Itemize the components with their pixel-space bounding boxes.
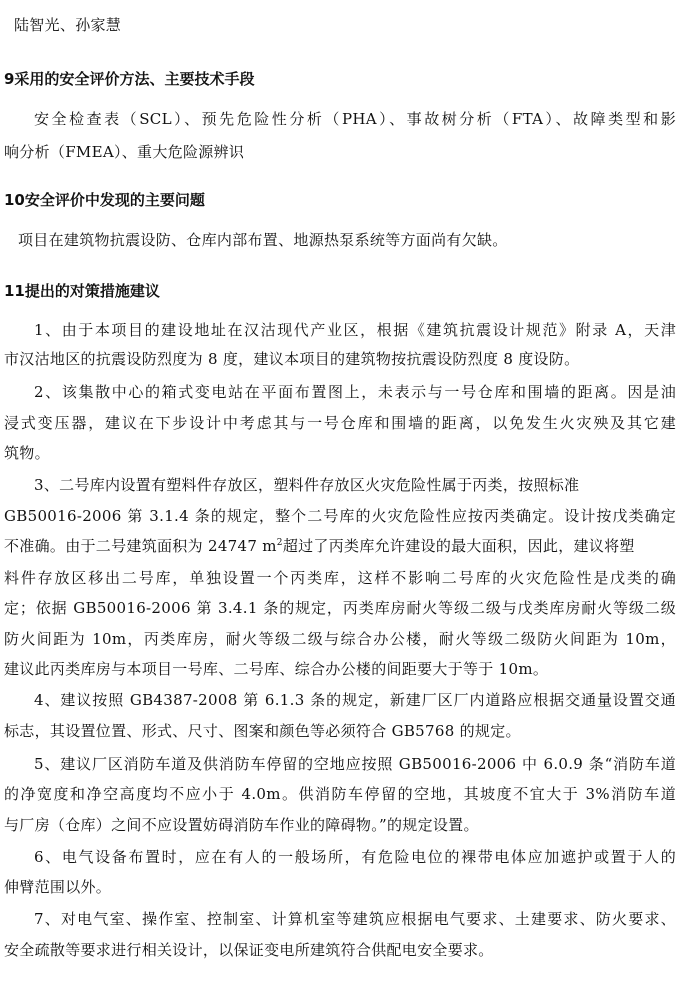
section-11-heading: 11提出的对策措施建议 [4,282,160,300]
s11-line-7: GB50016-2006 第 3.1.4 条的规定，整个二号库的火灾危险性应按丙类确定。设计按戊类确定 [4,507,676,525]
s11-line-11: 防火间距为 10m，丙类库房，耐火等级二级与综合办公楼，耐火等级二级防火间距为 10m， [4,630,676,648]
s11-line-5: 筑物。 [4,444,50,462]
section-9-heading: 9采用的安全评价方法、主要技术手段 [4,70,255,88]
s11-line-6: 3、二号库内设置有塑料件存放区，塑料件存放区火灾危险性属于丙类，按照标准 [34,476,580,494]
s11-line-14: 标志，其设置位置、形式、尺寸、图案和颜色等必须符合 GB5768 的规定。 [4,722,521,740]
section-9-line-1: 安全检查表（SCL）、预先危险性分析（PHA）、事故树分析（FTA）、故障类型和影 [34,110,676,128]
s11-line-1: 1、由于本项目的建设地址在汉沽现代产业区，根据《建筑抗震设计规范》附录 A，天津 [34,321,676,339]
area-superscript: 2 [276,538,283,548]
section-10-heading: 10安全评价中发现的主要问题 [4,191,205,209]
s11-line-17: 与厂房（仓库）之间不应设置妨碍消防车作业的障碍物。”的规定设置。 [4,816,479,834]
authors-line: 陆智光、孙家慧 [14,16,122,34]
section-9-line-2: 响分析（FMEA）、重大危险源辨识 [4,143,245,161]
s11-line-15: 5、建议厂区消防车道及供消防车停留的空地应按照 GB50016-2006 中 6.0.9 条“消防车道 [34,755,676,773]
s11-line-10: 定；依据 GB50016-2006 第 3.4.1 条的规定，丙类库房耐火等级二级与戊类库房耐火等级二级 [4,599,676,617]
s11-line-19: 伸臂范围以外。 [4,878,112,896]
s11-line-9: 料件存放区移出二号库，单独设置一个丙类库，这样不影响二号库的火灾危险性是戊类的确 [4,569,676,587]
s11-line-3: 2、该集散中心的箱式变电站在平面布置图上，未表示与一号仓库和围墙的距离。因是油 [34,383,676,401]
s11-line-20: 7、对电气室、操作室、控制室、计算机室等建筑应根据电气要求、土建要求、防火要求、 [34,910,676,928]
s11-line-4: 浸式变压器，建议在下步设计中考虑其与一号仓库和围墙的距离，以免发生火灾殃及其它建 [4,414,676,432]
s11-line-13: 4、建议按照 GB4387-2008 第 6.1.3 条的规定，新建厂区厂内道路应根据交通量设置交通 [34,691,676,709]
section-10-line-1: 项目在建筑物抗震设防、仓库内部布置、地源热泵系统等方面尚有欠缺。 [18,231,508,249]
s11-line-2: 市汉沽地区的抗震设防烈度为 8 度，建议本项目的建筑物按抗震设防烈度 8 度设防。 [4,350,580,368]
s11-line-16: 的净宽度和净空高度均不应小于 4.0m。供消防车停留的空地，其坡度不宜大于 3%消防车道 [4,785,676,803]
s11-line-12: 建议此丙类库房与本项目一号库、二号库、综合办公楼的间距要大于等于 10m。 [4,660,549,678]
s11-line-8: 不准确。由于二号建筑面积为 24747 $m^2$超过了丙类库允许建设的最大面积，因此，建议将塑 [4,537,635,555]
s11-line-21: 安全疏散等要求进行相关设计，以保证变电所建筑符合供配电安全要求。 [4,941,494,959]
s11-line-18: 6、电气设备布置时，应在有人的一般场所，有危险电位的裸带电体应加遮护或置于人的 [34,848,676,866]
